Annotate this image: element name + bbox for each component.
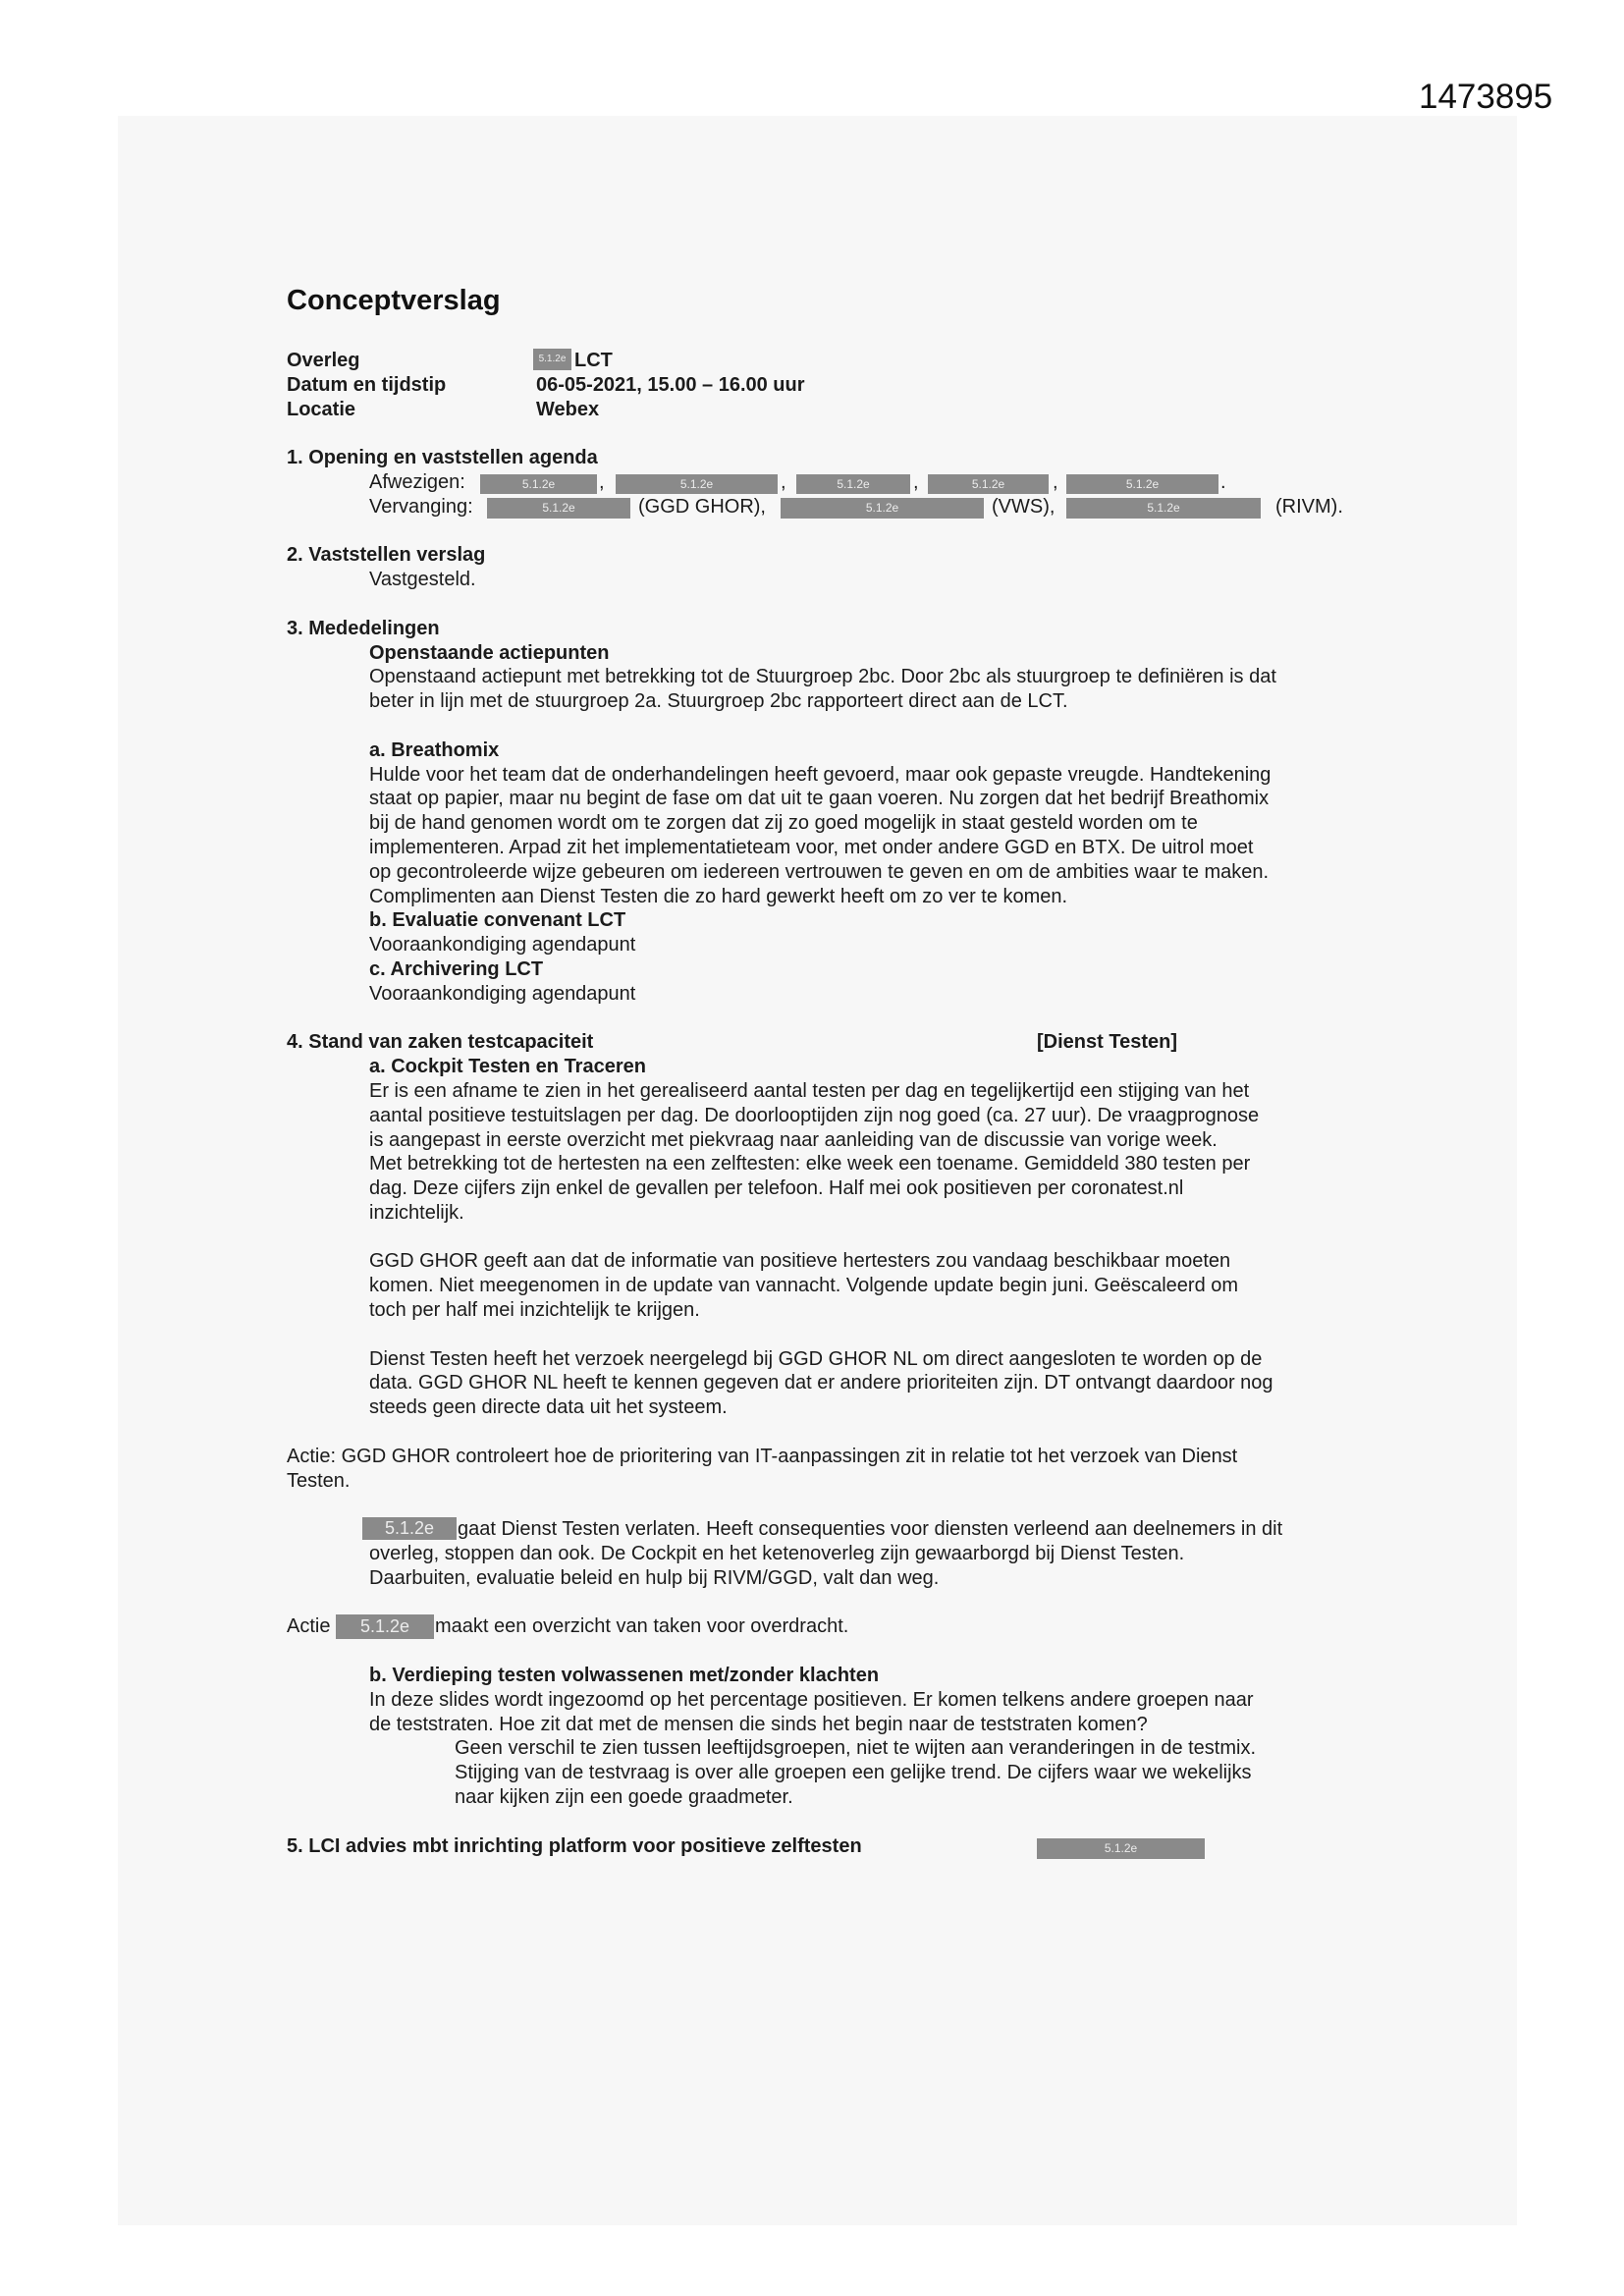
redaction-box: 5.1.2e: [1066, 498, 1261, 519]
action-line: Testen.: [287, 1469, 351, 1492]
separator: .: [1220, 470, 1226, 493]
action-label: Actie: [287, 1615, 331, 1638]
subheading-cockpit: a. Cockpit Testen en Traceren: [369, 1056, 646, 1078]
vervanging-org: (VWS),: [992, 495, 1056, 518]
redaction-box: 5.1.2e: [487, 498, 630, 519]
spacer: [0, 421, 1624, 446]
redaction-box: 5.1.2e: [533, 349, 571, 370]
action-line: Actie: GGD GHOR controleert hoe de prioritering van IT-aanpassingen zit in relatie tot het verzoek van Dienst: [287, 1445, 1238, 1467]
meta-locatie-row: [0, 398, 1624, 422]
redaction-box: 5.1.2e: [616, 474, 778, 494]
section-4-owner: [Dienst Testen]: [1037, 1031, 1177, 1054]
section-1-heading: 1. Opening en vaststellen agenda: [287, 447, 598, 469]
subheading-archivering: c. Archivering LCT: [369, 957, 544, 980]
afwezigen-row: [0, 470, 1624, 495]
redaction-box: 5.1.2e: [480, 474, 597, 494]
paragraph-line: Vooraankondiging agendapunt: [369, 982, 636, 1005]
separator: ,: [913, 470, 919, 493]
spacer: [0, 592, 1624, 617]
section-2-heading: 2. Vaststellen verslag: [287, 544, 486, 567]
report-body: [0, 349, 1624, 1858]
section-4-heading-row: [0, 1030, 1624, 1055]
paragraph-line: gaat Dienst Testen verlaten. Heeft consequenties voor diensten verleend aan deelnemers in dit: [458, 1518, 1283, 1541]
paragraph-line: beter in lijn met de stuurgroep 2a. Stuurgroep 2bc rapporteert direct aan de LCT.: [369, 690, 1068, 713]
subheading-evaluatie: b. Evaluatie convenant LCT: [369, 909, 626, 932]
paragraph-line: steeds geen directe data uit het systeem.: [369, 1396, 728, 1419]
paragraph-line: de teststraten. Hoe zit dat met de mensen die sinds het begin naar de teststraten komen?: [369, 1713, 1148, 1735]
paragraph-line: GGD GHOR geeft aan dat de informatie van positieve hertesters zou vandaag beschikbaar moeten: [369, 1250, 1231, 1273]
paragraph-line: staat op papier, maar nu begint de fase om dat uit te gaan voeren. Nu zorgen dat het bedrijf Breathomix: [369, 788, 1270, 810]
vervanging-org: (GGD GHOR),: [638, 495, 766, 518]
paragraph-line: op gecontroleerde wijze gebeuren om iedereen vertrouwen te geven en om de ambities waar te maken.: [369, 860, 1270, 883]
document-number: 1473895: [1419, 78, 1553, 116]
spacer: [0, 1639, 1624, 1664]
spacer: [0, 1323, 1624, 1347]
paragraph-line: Vooraankondiging agendapunt: [369, 934, 636, 957]
spacer: [0, 1591, 1624, 1615]
datum-value: 06-05-2021, 15.00 – 16.00 uur: [536, 373, 805, 396]
redaction-box: 5.1.2e: [336, 1614, 434, 1639]
redaction-box: 5.1.2e: [781, 498, 984, 519]
spacer: [0, 1007, 1624, 1031]
redaction-box: 5.1.2e: [362, 1517, 457, 1540]
paragraph-line: implementeren. Arpad zit het implementatieteam voor, met onder andere GGD en BTX. De uitrol moet: [369, 836, 1254, 858]
spacer: [0, 1493, 1624, 1517]
paragraph-line: Hulde voor het team dat de onderhandelingen heeft gevoerd, maar ook gepaste vreugde. Handtekening: [369, 763, 1272, 786]
spacer: [0, 1810, 1624, 1834]
overleg-value: LCT: [574, 350, 613, 371]
section-5-heading: 5. LCI advies mbt inrichting platform voor positieve zelftesten: [287, 1834, 862, 1857]
action-text: maakt een overzicht van taken voor overdracht.: [435, 1615, 849, 1638]
section-4-heading: 4. Stand van zaken testcapaciteit: [287, 1031, 594, 1054]
paragraph-line: data. GGD GHOR NL heeft te kennen gegeven dat er andere prioriteiten zijn. DT ontvangt daardoor nog: [369, 1372, 1273, 1394]
subheading-breathomix: a. Breathomix: [369, 738, 500, 761]
indented-paragraph-line: naar kijken zijn een goede graadmeter.: [455, 1786, 793, 1809]
paragraph-line: inzichtelijk.: [369, 1201, 464, 1224]
separator: ,: [1053, 470, 1058, 493]
separator: ,: [781, 470, 786, 493]
paragraph-line: Met betrekking tot de hertesten na een zelftesten: elke week een toename. Gemiddeld 380 testen per: [369, 1153, 1251, 1175]
action-line: [0, 1614, 1624, 1639]
datum-label: Datum en tijdstip: [287, 373, 447, 396]
section-2-text: Vastgesteld.: [369, 569, 476, 591]
subheading-openstaande-actiepunten: Openstaande actiepunten: [369, 641, 610, 664]
paragraph-line: is aangepast in eerste overzicht met piekvraag naar aanleiding van de discussie van vorige week.: [369, 1128, 1218, 1151]
paragraph-line: Openstaand actiepunt met betrekking tot de Stuurgroep 2bc. Door 2bc als stuurgroep te definiëren is dat: [369, 666, 1276, 688]
page-title: Conceptverslag: [287, 285, 501, 316]
locatie-label: Locatie: [287, 398, 356, 420]
paragraph-line: bij de hand genomen wordt om te zorgen dat zij zo goed mogelijk in staat gesteld worden om te: [369, 812, 1198, 835]
paragraph-line: Complimenten aan Dienst Testen die zo hard gewerkt heeft om zo ver te komen.: [369, 885, 1068, 907]
section-3-heading: 3. Mededelingen: [287, 617, 440, 639]
paragraph-line: toch per half mei inzichtelijk te krijgen.: [369, 1299, 700, 1322]
paragraph-line: In deze slides wordt ingezoomd op het percentage positieven. Er komen telkens andere groepen naar: [369, 1688, 1254, 1711]
section-5-heading-row: [0, 1834, 1624, 1859]
vertrek-first-line: [0, 1517, 1624, 1542]
paragraph-line: Daarbuiten, evaluatie beleid en hulp bij RIVM/GGD, valt dan weg.: [369, 1566, 940, 1589]
overleg-label: Overleg: [287, 350, 360, 371]
redaction-box: 5.1.2e: [1066, 474, 1218, 494]
paragraph-line: overleg, stoppen dan ook. De Cockpit en het ketenoverleg zijn gewaarborgd bij Dienst Testen.: [369, 1543, 1185, 1565]
spacer: [0, 519, 1624, 544]
subheading-verdieping: b. Verdieping testen volwassenen met/zonder klachten: [369, 1665, 880, 1687]
redaction-box: 5.1.2e: [796, 474, 910, 494]
meta-overleg-row: [0, 349, 1624, 373]
redaction-box: 5.1.2e: [928, 474, 1049, 494]
redaction-box: 5.1.2e: [1037, 1838, 1205, 1859]
spacer: [0, 714, 1624, 738]
vervanging-org: (RIVM).: [1275, 495, 1343, 518]
paragraph-line: komen. Niet meegenomen in de update van vannacht. Volgende update begin juni. Geëscaleerd om: [369, 1275, 1239, 1297]
paragraph-line: Er is een afname te zien in het gerealiseerd aantal testen per dag en tegelijkertijd een stijging van het: [369, 1079, 1250, 1102]
separator: ,: [599, 470, 605, 493]
locatie-value: Webex: [536, 398, 600, 420]
paragraph-line: aantal positieve testuitslagen per dag. De doorlooptijden zijn nog goed (ca. 27 uur). De vraagprognose: [369, 1104, 1260, 1126]
meta-datum-row: [0, 373, 1624, 398]
paragraph-line: Dienst Testen heeft het verzoek neergelegd bij GGD GHOR NL om direct aangesloten te worden op de: [369, 1347, 1263, 1370]
spacer: [0, 1226, 1624, 1250]
paragraph-line: dag. Deze cijfers zijn enkel de gevallen per telefoon. Half mei ook positieven per coronatest.nl: [369, 1177, 1184, 1200]
indented-paragraph-line: Stijging van de testvraag is over alle groepen een gelijke trend. De cijfers waar we wekelijks: [455, 1762, 1252, 1784]
indented-paragraph-line: Geen verschil te zien tussen leeftijdsgroepen, niet te wijten aan veranderingen in de testmix.: [455, 1737, 1257, 1760]
vervanging-label: Vervanging:: [369, 495, 473, 518]
afwezigen-label: Afwezigen:: [369, 470, 465, 493]
spacer: [0, 1420, 1624, 1445]
vervanging-row: [0, 495, 1624, 519]
